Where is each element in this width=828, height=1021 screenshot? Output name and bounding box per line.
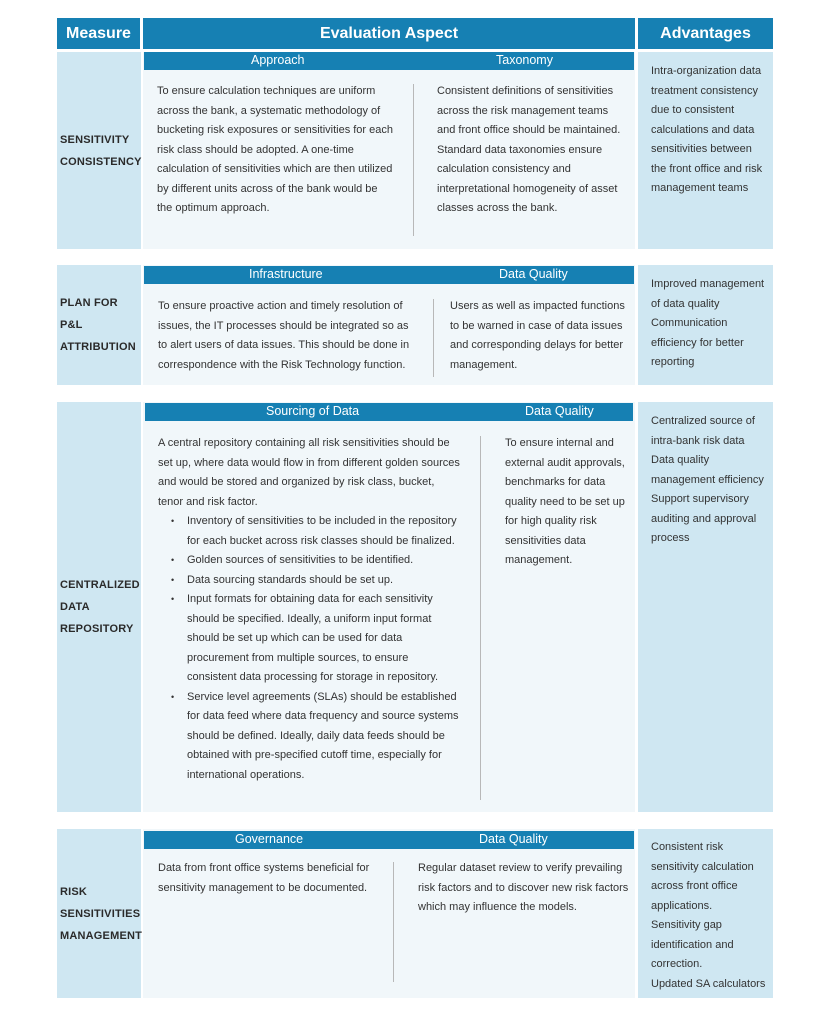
measure-plan-for-pl-attribution bbox=[57, 265, 141, 385]
advantages-sensitivity-consistency bbox=[638, 52, 773, 249]
column-divider bbox=[480, 436, 481, 800]
data-quality-text: Users as well as impacted functions to be warned in case of data issues and corresponding delays for better management. bbox=[450, 300, 625, 371]
advantages-text: Intra-organization data treatment consistency due to consistent calculations and data sensitivities between the front office and risk management teams bbox=[651, 65, 763, 194]
column-divider bbox=[413, 84, 414, 236]
measure-line: REPOSITORY bbox=[60, 623, 134, 635]
advantages-plan-for-pl bbox=[638, 265, 773, 385]
sourcing-of-data-text bbox=[158, 434, 460, 785]
subheader-infrastructure: Infrastructure bbox=[249, 267, 323, 281]
subheader-bar bbox=[144, 831, 634, 849]
data-quality-text: To ensure internal and external audit approvals, benchmarks for data quality need to be set up for high quality risk sensitivities data management. bbox=[505, 437, 625, 566]
subheader-bar bbox=[144, 266, 634, 284]
measure-risk-sensitivities-management bbox=[57, 829, 141, 998]
subheader-data-quality: Data Quality bbox=[499, 267, 568, 281]
advantages-column-header: Advantages bbox=[638, 18, 773, 49]
advantages-item: Updated SA calculators bbox=[651, 977, 766, 990]
measure-line: CENTRALIZED bbox=[60, 579, 140, 591]
subheader-sourcing-of-data: Sourcing of Data bbox=[266, 404, 360, 418]
subheader-bar bbox=[145, 403, 633, 421]
measure-line: MANAGEMENT bbox=[60, 929, 143, 942]
governance-text: Data from front office systems beneficial for sensitivity management to be documented. bbox=[158, 862, 370, 894]
approach-text: To ensure calculation techniques are uniform across the bank, a systematic methodology of bucketing risk exposures or sensitivities for each risk class should be adopted. A one-time calculation of sensitivities which are then utilized by different units across of the bank would be the optimum approach. bbox=[157, 85, 393, 214]
measure-column-header: Measure bbox=[57, 18, 140, 49]
column-divider bbox=[393, 862, 394, 982]
bullet-item: • Service level agreements (SLAs) should be established for data feed where data frequency and source systems should be defined. Ideally, daily data feeds should be obtained with pre-specified cutoff time, especially for international operations. bbox=[158, 688, 460, 786]
measure-line: DATA bbox=[60, 601, 90, 613]
advantages-item: Consistent risk sensitivity calculation across front office applications. bbox=[651, 841, 754, 912]
measure-line: ATTRIBUTION bbox=[60, 341, 136, 353]
subheader-data-quality: Data Quality bbox=[525, 404, 594, 418]
advantages-item: Data quality management efficiency bbox=[651, 454, 764, 486]
advantages-centralized-repository bbox=[638, 402, 773, 812]
subheader-bar bbox=[144, 52, 634, 70]
bullet-item: • Data sourcing standards should be set up. bbox=[158, 571, 460, 591]
sourcing-intro: A central repository containing all risk sensitivities should be set up, where data would flow in from different golden sources and would be stored and organized by risk class, bucket, tenor and risk factor. bbox=[158, 437, 460, 508]
measure-line: CONSISTENCY bbox=[60, 155, 142, 168]
column-divider bbox=[433, 299, 434, 377]
sourcing-bullet-list bbox=[158, 512, 460, 785]
measure-line: PLAN FOR P&L bbox=[60, 297, 118, 331]
measure-line: SENSITIVITIES bbox=[60, 907, 141, 920]
subheader-data-quality: Data Quality bbox=[479, 832, 548, 846]
advantages-item: Sensitivity gap identification and correction. bbox=[651, 919, 734, 970]
measure-centralized-data-repository bbox=[57, 402, 141, 812]
measure-line: SENSITIVITY bbox=[60, 133, 130, 146]
infrastructure-text: To ensure proactive action and timely resolution of issues, the IT processes should be integrated so as to alert users of data issues. This should be done in correspondence with the Risk Technology function. bbox=[158, 300, 410, 371]
bullet-item: • Inventory of sensitivities to be included in the repository for each bucket across risk classes should be finalized. bbox=[158, 512, 460, 551]
measure-line: RISK bbox=[60, 885, 88, 898]
advantages-risk-sensitivities bbox=[638, 829, 773, 998]
advantages-item: Support supervisory auditing and approval process bbox=[651, 493, 757, 544]
subheader-approach: Approach bbox=[251, 53, 305, 67]
advantages-item: Improved management of data quality bbox=[651, 278, 765, 310]
bullet-item: • Input formats for obtaining data for each sensitivity should be specified. Ideally, a uniform input format should be set up which can be used for data procurement from multiple sources, to ensure consistent data processing for storage in repository. bbox=[158, 590, 460, 688]
subheader-taxonomy: Taxonomy bbox=[496, 53, 553, 67]
advantages-item: Centralized source of intra-bank risk data bbox=[651, 415, 755, 447]
evaluation-aspect-column-header: Evaluation Aspect bbox=[143, 18, 635, 49]
bullet-item: • Golden sources of sensitivities to be identified. bbox=[158, 551, 460, 571]
data-quality-text: Regular dataset review to verify prevailing risk factors and to discover new risk factors which may influence the models. bbox=[418, 862, 629, 913]
subheader-governance: Governance bbox=[235, 832, 304, 846]
advantages-item: Communication efficiency for better reporting bbox=[651, 317, 744, 368]
taxonomy-text: Consistent definitions of sensitivities across the risk management teams and front office should be maintained. Standard data taxonomies ensure calculation consistency and interpretational homogeneity of asset classes across the bank. bbox=[437, 85, 621, 214]
measure-sensitivity-consistency bbox=[57, 52, 141, 249]
